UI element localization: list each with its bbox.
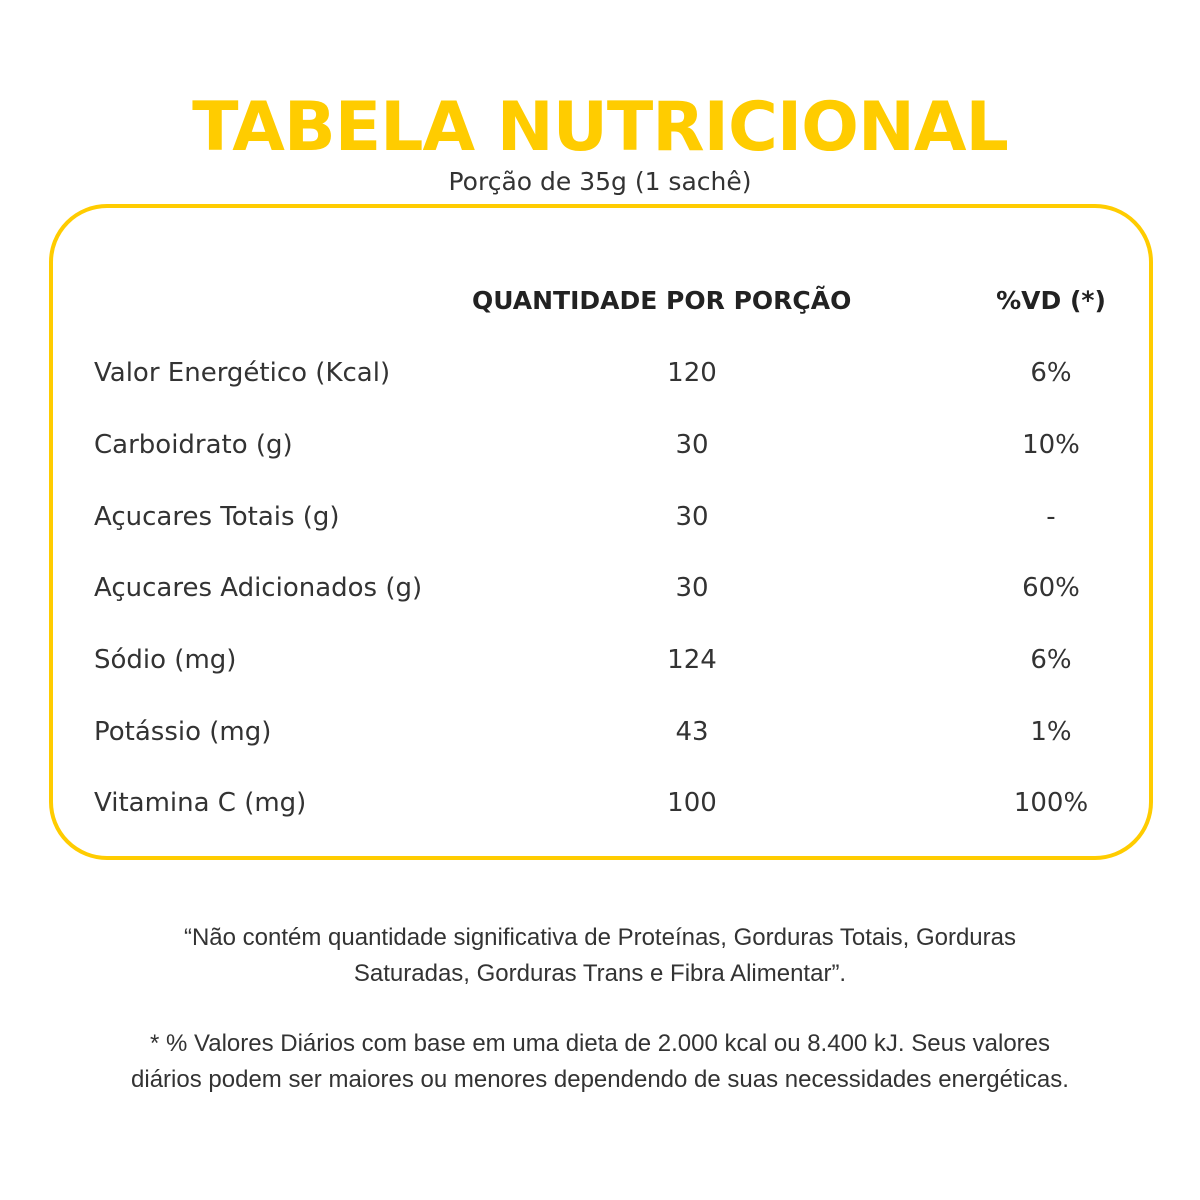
table-row [0,640,1200,680]
table-row [0,783,1200,823]
nutrient-amount: 124 [667,645,717,675]
table-row [0,425,1200,465]
nutrient-daily-value: 10% [1022,430,1080,460]
nutrient-name: Valor Energético (Kcal) [94,358,391,388]
nutrient-daily-value: 1% [1030,717,1072,747]
nutrient-daily-value: 6% [1030,645,1072,675]
nutrient-amount: 100 [667,788,717,818]
serving-size: Porção de 35g (1 sachê) [448,167,752,196]
daily-values-footnote-line-1: * % Valores Diários com base em uma dieta de 2.000 kcal ou 8.400 kJ. Seus valores [149,1030,1051,1057]
table-row [0,497,1200,537]
nutrient-name: Vitamina C (mg) [94,788,307,818]
page-title: TABELA NUTRICIONAL [192,88,1008,167]
nutrient-daily-value: 60% [1022,573,1080,603]
nutrient-amount: 43 [675,717,709,747]
not-contains-note [0,920,1200,992]
table-row [0,353,1200,393]
table-row [0,712,1200,752]
nutrient-amount: 30 [675,502,709,532]
not-contains-note-line-1: “Não contém quantidade significativa de Proteínas, Gorduras Totais, Gorduras [183,924,1016,951]
daily-values-footnote [0,1026,1200,1098]
table-row [0,568,1200,608]
nutrient-daily-value: - [1046,502,1056,532]
daily-values-footnote-line-2: diários podem ser maiores ou menores dependendo de suas necessidades energéticas. [131,1066,1069,1093]
nutrient-amount: 30 [675,573,709,603]
nutrient-name: Sódio (mg) [94,645,237,675]
nutrient-daily-value: 6% [1030,358,1072,388]
nutrient-name: Potássio (mg) [94,717,272,747]
not-contains-note-line-2: Saturadas, Gorduras Trans e Fibra Alimentar”. [353,960,847,987]
nutrient-name: Açucares Adicionados (g) [94,573,423,603]
nutrient-name: Açucares Totais (g) [94,502,340,532]
amount-column-header: QUANTIDADE POR PORÇÃO [472,286,852,315]
nutrient-amount: 120 [667,358,717,388]
daily-value-column-header: %VD (*) [996,286,1106,315]
nutrient-daily-value: 100% [1013,788,1089,818]
nutrient-name: Carboidrato (g) [94,430,293,460]
nutrient-amount: 30 [675,430,709,460]
